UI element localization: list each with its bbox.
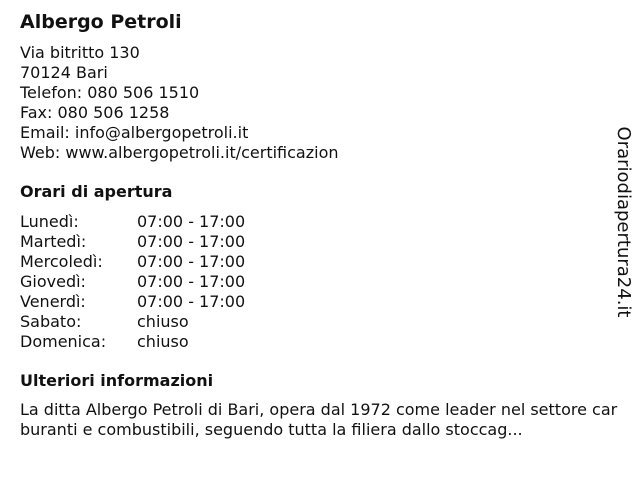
more-info-heading: Ulteriori informazioni: [20, 371, 214, 390]
hours-row-tuesday: [20, 232, 605, 252]
hours-row-monday: [20, 212, 605, 232]
address-city: 70124 Bari: [20, 63, 108, 82]
site-watermark: Orariodiapertura24.it: [613, 126, 634, 318]
hours-time: chiuso: [137, 312, 189, 331]
hours-day: Mercoledì:: [20, 252, 103, 271]
hours-day: Lunedì:: [20, 212, 79, 231]
opening-hours-table: [20, 212, 605, 352]
opening-hours-heading: Orari di apertura: [20, 182, 173, 201]
hours-time: 07:00 - 17:00: [137, 292, 246, 311]
business-card: [20, 10, 618, 440]
phone-number: Telefon: 080 506 1510: [20, 83, 200, 102]
website-link: Web: www.albergopetroli.it/certificazion: [20, 143, 339, 162]
email-address: Email: info@albergopetroli.it: [20, 123, 249, 142]
hours-row-sunday: [20, 332, 605, 352]
hours-time: 07:00 - 17:00: [137, 272, 246, 291]
hours-day: Sabato:: [20, 312, 82, 331]
hours-day: Martedì:: [20, 232, 87, 251]
hours-day: Giovedì:: [20, 272, 86, 291]
hours-day: Domenica:: [20, 332, 107, 351]
hours-row-thursday: [20, 272, 605, 292]
business-name: Albergo Petroli: [20, 11, 182, 33]
address-street: Via bitritto 130: [20, 43, 140, 62]
hours-day: Venerdì:: [20, 292, 86, 311]
hours-row-saturday: [20, 312, 605, 332]
business-description: La ditta Albergo Petroli di Bari, opera dal 1972 come leader nel settore carburanti e combustibili, seguendo tutta la filiera dallo stoccag...: [20, 400, 618, 439]
hours-time: chiuso: [137, 332, 189, 351]
hours-time: 07:00 - 17:00: [137, 212, 246, 231]
hours-time: 07:00 - 17:00: [137, 232, 246, 251]
contact-block: [20, 43, 605, 163]
hours-time: 07:00 - 17:00: [137, 252, 246, 271]
hours-row-wednesday: [20, 252, 605, 272]
hours-row-friday: [20, 292, 605, 312]
fax-number: Fax: 080 506 1258: [20, 103, 170, 122]
